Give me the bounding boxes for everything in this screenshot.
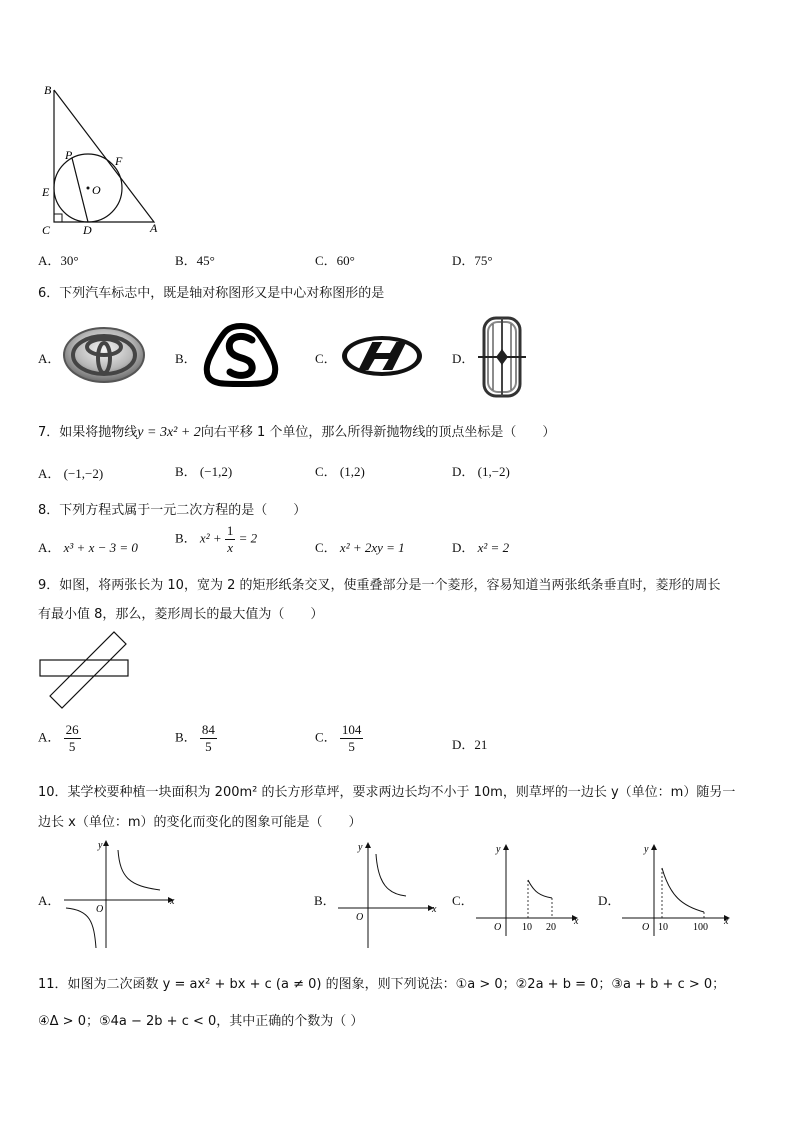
q10-option-c[interactable]: C． — [452, 893, 474, 908]
q9-stem-line1: 9．如图，将两张长为 10，宽为 2 的矩形纸条交叉，使重叠部分是一个菱形，容易知道当两张纸条垂直时，菱形的周长 — [38, 578, 721, 593]
q8-option-c[interactable]: C． x² + 2xy = 1 — [315, 540, 405, 555]
hyundai-logo-icon — [340, 334, 424, 382]
q8-option-b[interactable]: B． x² + $\frac{1}{x}$ = 2 — [175, 523, 258, 555]
svg-text:y: y — [644, 844, 649, 855]
q5-figure — [36, 80, 176, 240]
svg-text:y: y — [358, 842, 363, 853]
q5-option-c[interactable]: C．60° — [315, 253, 355, 268]
label-B: B — [44, 83, 52, 97]
svg-text:O: O — [356, 912, 364, 923]
label-P: P — [65, 148, 73, 162]
label-A: A — [150, 221, 158, 235]
q5-option-d[interactable]: D．75° — [452, 253, 493, 268]
q8-option-d[interactable]: D． x² = 2 — [452, 540, 510, 555]
q9-option-d[interactable]: D．21 — [452, 737, 488, 752]
q10-option-d[interactable]: D． — [598, 893, 621, 908]
origin-label: O — [96, 904, 104, 915]
q7-stem-post: 向右平移 1 个单位，那么所得新抛物线的顶点坐标是（ ） — [200, 425, 556, 440]
q7-option-a[interactable]: A． (−1,−2) — [38, 466, 104, 481]
q11-stem-line2: ④Δ > 0；⑤4a − 2b + c < 0，其中正确的个数为（ ） — [38, 1014, 364, 1029]
label-D: D — [83, 223, 92, 237]
q9-crossed-strips-figure — [38, 630, 132, 712]
axis-x-label: x — [170, 896, 175, 907]
tick-10: 10 — [658, 922, 668, 933]
tick-100: 100 — [693, 922, 708, 933]
q9-option-a[interactable]: A． $\frac{26}{5}$ — [38, 722, 79, 754]
svg-text:x: x — [574, 916, 579, 927]
tick-20: 20 — [546, 922, 556, 933]
svg-text:x: x — [432, 904, 437, 915]
q5-option-b[interactable]: B．45° — [175, 253, 215, 268]
q10-graph-b — [336, 840, 446, 954]
q7-formula: y = 3x² + 2 — [137, 425, 201, 440]
svg-text:O: O — [494, 922, 502, 933]
q8-option-a[interactable]: A． x³ + x − 3 = 0 — [38, 540, 138, 555]
toyota-logo-icon — [62, 326, 146, 388]
q7-option-d[interactable]: D． (1,−2) — [452, 464, 510, 479]
q6-option-d[interactable]: D． — [452, 351, 475, 366]
q8-stem: 8．下列方程式属于一元二次方程的是（ ） — [38, 503, 307, 518]
q7-stem — [38, 421, 555, 441]
q10-graph-d — [620, 840, 734, 944]
svg-text:x: x — [724, 916, 729, 927]
q10-stem-line1: 10．某学校要种植一块面积为 200m² 的长方形草坪，要求两边长均不小于 10m，则草坪的一边长 y（单位：m）随另一 — [38, 785, 736, 800]
label-F: F — [115, 154, 123, 168]
q9-option-b[interactable]: B． $\frac{84}{5}$ — [175, 722, 215, 754]
label-O: O — [92, 183, 101, 197]
q6-option-a[interactable]: A． — [38, 351, 61, 366]
svg-text:O: O — [642, 922, 650, 933]
q6-option-c[interactable]: C． — [315, 351, 337, 366]
q6-stem: 6．下列汽车标志中，既是轴对称图形又是中心对称图形的是 — [38, 286, 385, 301]
q11-stem-line1: 11．如图为二次函数 y = ax² + bx + c (a ≠ 0) 的图象，则下列说法：①a > 0；②2a + b = 0；③a + b + c > 0； — [38, 977, 726, 992]
q10-option-a[interactable]: A． — [38, 893, 61, 908]
tick-10: 10 — [522, 922, 532, 933]
q10-graph-a — [60, 838, 180, 954]
q9-option-c[interactable]: C． $\frac{104}{5}$ — [315, 722, 362, 754]
q10-stem-line2: 边长 x（单位：m）的变化而变化的图象可能是（ ） — [38, 815, 362, 830]
q10-option-b[interactable]: B． — [314, 893, 336, 908]
triangle-incircle-diagram — [36, 80, 176, 240]
q6-option-b[interactable]: B． — [175, 351, 197, 366]
label-C: C — [42, 223, 51, 237]
q7-option-b[interactable]: B． (−1,2) — [175, 464, 233, 479]
q7-option-c[interactable]: C． (1,2) — [315, 464, 365, 479]
svg-text:y: y — [496, 844, 501, 855]
swirl-logo-icon — [202, 322, 280, 392]
label-E: E — [42, 185, 50, 199]
q9-stem-line2: 有最小值 8，那么，菱形周长的最大值为（ ） — [38, 607, 324, 622]
lincoln-logo-icon — [476, 316, 528, 402]
q7-stem-pre: 7．如果将抛物线 — [38, 425, 138, 440]
q5-option-a[interactable]: A．30° — [38, 253, 79, 268]
axis-y-label: y — [98, 840, 103, 851]
q10-graph-c — [474, 840, 586, 944]
